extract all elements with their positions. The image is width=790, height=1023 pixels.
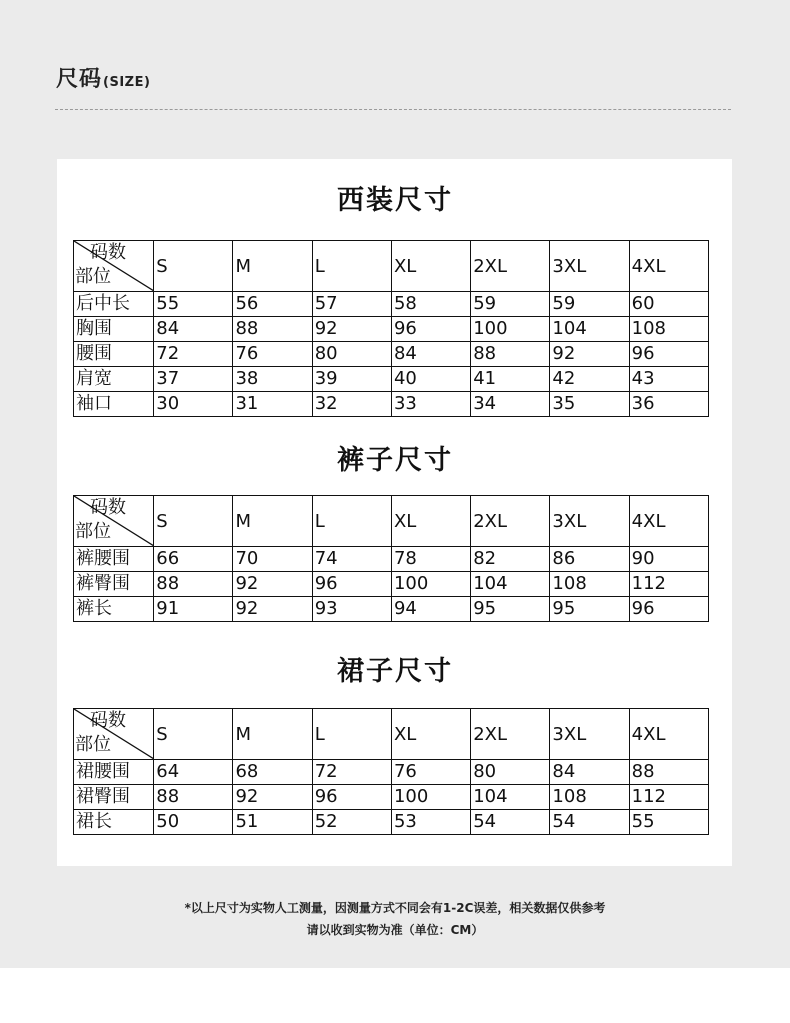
measurement-cell: 34 (471, 392, 550, 417)
skirt-size-title: 裙子尺寸 (337, 656, 453, 687)
measurement-cell: 86 (550, 547, 629, 572)
measurement-cell: 96 (629, 597, 708, 622)
measurement-cell: 33 (391, 392, 470, 417)
corner-size-label: 码数 (90, 242, 126, 263)
measurement-cell: 95 (471, 597, 550, 622)
measurement-cell: 53 (391, 810, 470, 835)
measurement-cell: 96 (391, 317, 470, 342)
size-header-cell: L (312, 241, 391, 292)
measurement-cell: 70 (233, 547, 312, 572)
table-row (74, 810, 709, 835)
size-header-cell: L (312, 709, 391, 760)
measurement-cell: 92 (233, 785, 312, 810)
measurement-cell: 64 (154, 760, 233, 785)
row-label-cell: 裙腰围 (74, 760, 154, 785)
measurement-cell: 80 (471, 760, 550, 785)
measurement-cell: 104 (471, 785, 550, 810)
trousers-size-table (73, 495, 709, 622)
table-row (74, 572, 709, 597)
measurement-cell: 39 (312, 367, 391, 392)
measurement-cell: 96 (629, 342, 708, 367)
table-header-row (74, 709, 709, 760)
measurement-cell: 100 (391, 785, 470, 810)
trousers-size-title: 裤子尺寸 (337, 445, 453, 476)
suit-size-table (73, 240, 709, 417)
size-header-cell: 3XL (550, 709, 629, 760)
corner-header-cell (74, 709, 154, 760)
table-row (74, 547, 709, 572)
measurement-cell: 92 (550, 342, 629, 367)
measurement-cell: 54 (471, 810, 550, 835)
size-header-cell: S (154, 241, 233, 292)
row-label-cell: 裙臀围 (74, 785, 154, 810)
measurement-cell: 52 (312, 810, 391, 835)
measurement-cell: 84 (391, 342, 470, 367)
measurement-cell: 55 (629, 810, 708, 835)
corner-size-label: 码数 (90, 497, 126, 518)
measurement-cell: 51 (233, 810, 312, 835)
corner-part-label: 部位 (75, 521, 111, 542)
measurement-cell: 57 (312, 292, 391, 317)
table-row (74, 785, 709, 810)
size-header-cell: M (233, 709, 312, 760)
measurement-cell: 59 (550, 292, 629, 317)
measurement-cell: 66 (154, 547, 233, 572)
suit-size-title: 西装尺寸 (337, 185, 453, 216)
measurement-cell: 82 (471, 547, 550, 572)
footnote-line-1: *以上尺寸为实物人工测量，因测量方式不同会有1-2C误差，相关数据仅供参考 (184, 901, 606, 915)
measurement-cell: 80 (312, 342, 391, 367)
measurement-cell: 95 (550, 597, 629, 622)
table-row (74, 597, 709, 622)
measurement-cell: 93 (312, 597, 391, 622)
measurement-cell: 104 (550, 317, 629, 342)
measurement-cell: 41 (471, 367, 550, 392)
measurement-cell: 88 (233, 317, 312, 342)
measurement-cell: 100 (391, 572, 470, 597)
row-label-cell: 袖口 (74, 392, 154, 417)
table-header-row (74, 241, 709, 292)
measurement-cell: 88 (154, 785, 233, 810)
size-heading-subtitle: (SIZE) (103, 75, 151, 90)
measurement-cell: 36 (629, 392, 708, 417)
size-header-cell: 2XL (471, 241, 550, 292)
measurement-cell: 60 (629, 292, 708, 317)
row-label-cell: 裤臀围 (74, 572, 154, 597)
measurement-cell: 78 (391, 547, 470, 572)
measurement-cell: 104 (471, 572, 550, 597)
measurement-cell: 50 (154, 810, 233, 835)
measurement-cell: 92 (233, 597, 312, 622)
measurement-cell: 58 (391, 292, 470, 317)
measurement-cell: 31 (233, 392, 312, 417)
measurement-cell: 112 (629, 785, 708, 810)
measurement-cell: 74 (312, 547, 391, 572)
measurement-cell: 55 (154, 292, 233, 317)
measurement-cell: 42 (550, 367, 629, 392)
size-header-cell: S (154, 709, 233, 760)
table-row (74, 292, 709, 317)
row-label-cell: 裙长 (74, 810, 154, 835)
measurement-cell: 32 (312, 392, 391, 417)
measurement-cell: 84 (154, 317, 233, 342)
size-header-cell: XL (391, 241, 470, 292)
corner-header-cell (74, 496, 154, 547)
measurement-cell: 108 (550, 572, 629, 597)
measurement-cell: 38 (233, 367, 312, 392)
measurement-cell: 96 (312, 572, 391, 597)
measurement-cell: 40 (391, 367, 470, 392)
measurement-cell: 108 (550, 785, 629, 810)
footnote-line-2: 请以收到实物为准（单位：CM） (306, 923, 484, 937)
table-row (74, 342, 709, 367)
table-row (74, 367, 709, 392)
corner-part-label: 部位 (75, 734, 111, 755)
size-header-cell: L (312, 496, 391, 547)
size-heading (56, 62, 150, 93)
measurement-cell: 72 (312, 760, 391, 785)
measurement-cell: 112 (629, 572, 708, 597)
row-label-cell: 胸围 (74, 317, 154, 342)
row-label-cell: 腰围 (74, 342, 154, 367)
measurement-cell: 90 (629, 547, 708, 572)
measurement-cell: 35 (550, 392, 629, 417)
measurement-cell: 108 (629, 317, 708, 342)
table-row (74, 760, 709, 785)
size-header-cell: XL (391, 496, 470, 547)
measurement-cell: 68 (233, 760, 312, 785)
corner-header-cell (74, 241, 154, 292)
size-header-cell: XL (391, 709, 470, 760)
measurement-cell: 76 (233, 342, 312, 367)
table-row (74, 317, 709, 342)
corner-part-label: 部位 (75, 266, 111, 287)
measurement-cell: 37 (154, 367, 233, 392)
measurement-cell: 96 (312, 785, 391, 810)
measurement-cell: 92 (312, 317, 391, 342)
row-label-cell: 肩宽 (74, 367, 154, 392)
measurement-cell: 43 (629, 367, 708, 392)
size-header-cell: 3XL (550, 496, 629, 547)
row-label-cell: 裤长 (74, 597, 154, 622)
size-header-cell: M (233, 241, 312, 292)
measurement-cell: 30 (154, 392, 233, 417)
measurement-cell: 100 (471, 317, 550, 342)
size-header-cell: 2XL (471, 496, 550, 547)
table-header-row (74, 496, 709, 547)
size-header-cell: 3XL (550, 241, 629, 292)
size-heading-title: 尺码 (56, 67, 103, 92)
measurement-cell: 88 (629, 760, 708, 785)
measurement-cell: 88 (154, 572, 233, 597)
measurement-cell: 91 (154, 597, 233, 622)
size-header-cell: S (154, 496, 233, 547)
size-header-cell: M (233, 496, 312, 547)
dashed-divider (55, 109, 731, 110)
measurement-cell: 72 (154, 342, 233, 367)
table-row (74, 392, 709, 417)
measurement-cell: 92 (233, 572, 312, 597)
measurement-cell: 76 (391, 760, 470, 785)
size-header-cell: 4XL (629, 241, 708, 292)
measurement-cell: 94 (391, 597, 470, 622)
size-header-cell: 4XL (629, 496, 708, 547)
measurement-cell: 88 (471, 342, 550, 367)
size-header-cell: 2XL (471, 709, 550, 760)
measurement-cell: 59 (471, 292, 550, 317)
corner-size-label: 码数 (90, 710, 126, 731)
measurement-cell: 84 (550, 760, 629, 785)
size-header-cell: 4XL (629, 709, 708, 760)
row-label-cell: 后中长 (74, 292, 154, 317)
measurement-cell: 54 (550, 810, 629, 835)
row-label-cell: 裤腰围 (74, 547, 154, 572)
measurement-cell: 56 (233, 292, 312, 317)
skirt-size-table (73, 708, 709, 835)
